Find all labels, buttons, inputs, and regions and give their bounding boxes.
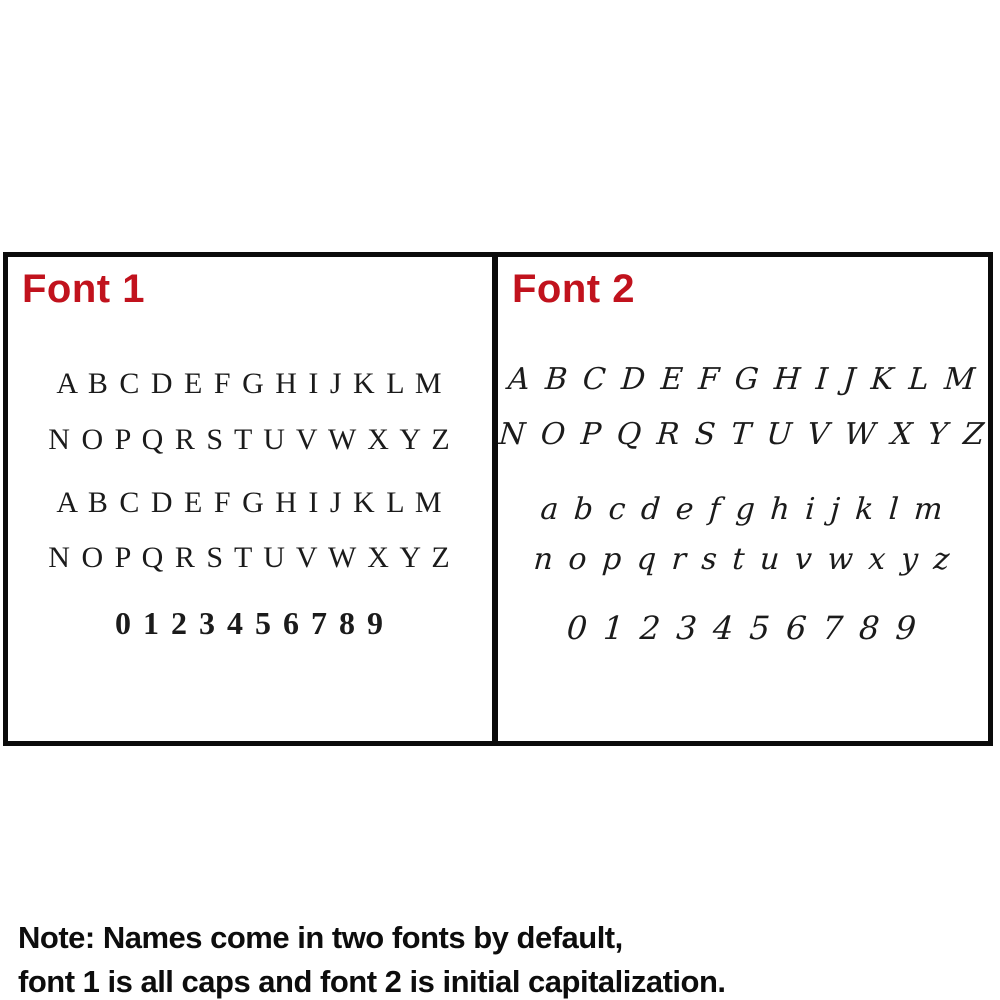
font2-lowercase-row-n-z: n o p q r s t u v w x y z: [532, 542, 954, 577]
note-text: [18, 916, 726, 1000]
note-line-1: Note: Names come in two fonts by default,: [18, 920, 623, 955]
font1-title: Font 1: [22, 267, 145, 311]
font2-panel: [498, 257, 988, 741]
font1-lowercase-as-caps-row-a-m: A B C D E F G H I J K L M: [56, 486, 444, 519]
font2-lowercase-row-a-m: a b c d e f g h i j k l m: [539, 492, 947, 527]
font1-uppercase-row-n-z: N O P Q R S T U V W X Y Z: [48, 423, 452, 456]
font2-sample-rows: [498, 362, 988, 647]
font1-sample-rows: [8, 369, 492, 639]
font1-panel: [8, 257, 498, 741]
font1-lowercase-as-caps-row-n-z: N O P Q R S T U V W X Y Z: [48, 541, 452, 574]
font-sample-boxes: [3, 252, 993, 746]
font2-uppercase-row-a-m: A B C D E F G H I J K L M: [506, 362, 980, 397]
font2-digits-row: 0 1 2 3 4 5 6 7 8 9: [565, 609, 921, 647]
font2-uppercase-row-n-z: N O P Q R S T U V W X Y Z: [498, 417, 988, 452]
note-line-2: font 1 is all caps and font 2 is initial capitalization.: [18, 964, 726, 999]
font2-title: Font 2: [512, 267, 635, 311]
font1-digits-row: 0 1 2 3 4 5 6 7 8 9: [115, 605, 385, 641]
font1-uppercase-row-a-m: A B C D E F G H I J K L M: [56, 367, 444, 400]
